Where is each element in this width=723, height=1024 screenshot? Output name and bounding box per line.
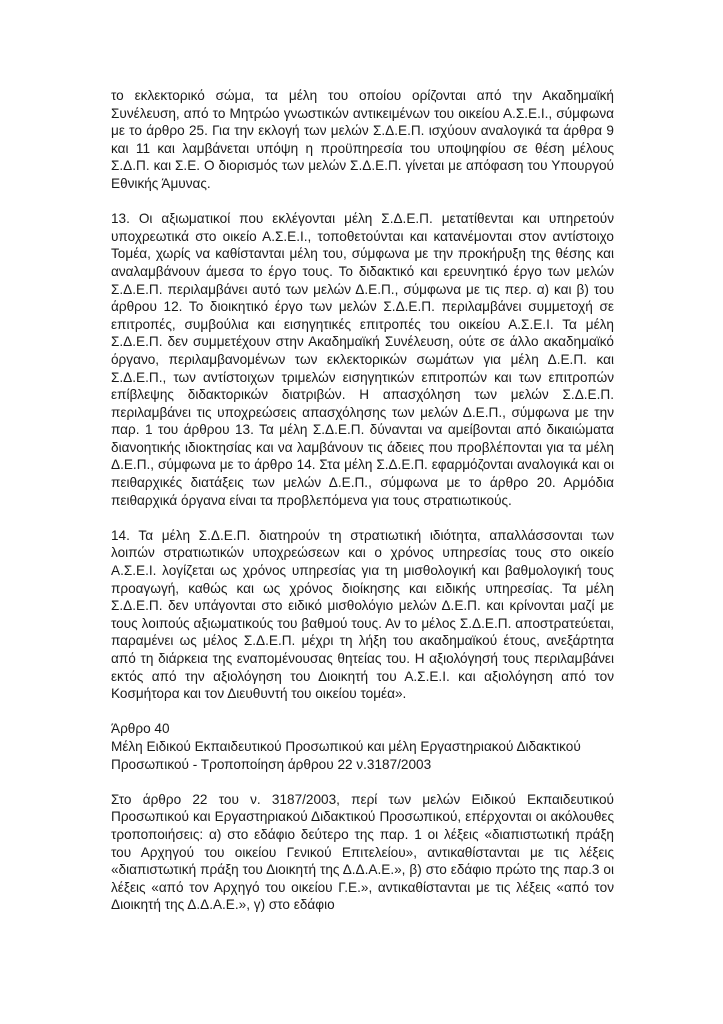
article-title-line-2: Προσωπικού - Τροποποίηση άρθρου 22 ν.3187/2003 (111, 756, 432, 772)
paragraph-14: 14. Τα μέλη Σ.Δ.Ε.Π. διατηρούν τη στρατιωτική ιδιότητα, απαλλάσσονται των λοιπών στρατιωτικών υποχρεώσεων και ο χρόνος υπηρεσίας τους στο οικείο Α.Σ.Ε.Ι. λογίζεται ως χρόνος υπηρεσίας για τη μισθολογική και βαθμολογική τους προαγωγή, καθώς και ως χρόνος διοίκησης και ειδικής υπηρεσίας. Τα μέλη Σ.Δ.Ε.Π. δεν υπάγονται στο ειδικό μισθολόγιο μελών Δ.Ε.Π. και κρίνονται μαζί με τους λοιπούς αξιωματικούς του βαθμού τους. Αν το μέλος Σ.Δ.Ε.Π. αποστρατεύεται, παραμένει ως μέλος Σ.Δ.Ε.Π. μέχρι τη λήξη του ακαδημαϊκού έτους, ανεξάρτητα από τη διάρκεια της εναπομένουσας θητείας του. Η αξιολόγησή τους περιλαμβάνει εκτός από την αξιολόγηση του Διοικητή του Α.Σ.Ε.Ι. και αξιολόγηση από τον Κοσμήτορα και τον Διευθυντή του οικείου τομέα». (111, 527, 614, 702)
article-title-line-1: Μέλη Ειδικού Εκπαιδευτικού Προσωπικού και μέλη Εργαστηριακού Διδακτικού (111, 738, 581, 754)
page-body (111, 87, 614, 914)
paragraph-13: 13. Οι αξιωματικοί που εκλέγονται μέλη Σ.Δ.Ε.Π. μετατίθενται και υπηρετούν υποχρεωτικά στο οικείο Α.Σ.Ε.Ι., τοποθετούνται και κατανέμονται στον αντίστοιχο Τομέα, χωρίς να καθίστανται μέλη του, σύμφωνα με την προκήρυξη της θέσης και αναλαμβάνουν άμεσα το έργο τους. Το διδακτικό και ερευνητικό έργο των μελών Σ.Δ.Ε.Π. περιλαμβάνει αυτό των μελών Δ.Ε.Π., σύμφωνα με τις περ. α) και β) του άρθρου 12. Το διοικητικό έργο των μελών Σ.Δ.Ε.Π. περιλαμβάνει συμμετοχή σε επιτροπές, συμβούλια και εισηγητικές επιτροπές του οικείου Α.Σ.Ε.Ι. Τα μέλη Σ.Δ.Ε.Π. δεν συμμετέχουν στην Ακαδημαϊκή Συνέλευση, ούτε σε άλλο ακαδημαϊκό όργανο, περιλαμβανομένων των εκλεκτορικών σωμάτων για μέλη Δ.Ε.Π. και Σ.Δ.Ε.Π., των αντίστοιχων τριμελών εισηγητικών επιτροπών και των επιτροπών επίβλεψης διδακτορικών διατριβών. Η απασχόληση των μελών Σ.Δ.Ε.Π. περιλαμβάνει τις υποχρεώσεις απασχόλησης των μελών Δ.Ε.Π., σύμφωνα με την παρ. 1 του άρθρου 13. Τα μέλη Σ.Δ.Ε.Π. δύνανται να αμείβονται από δικαιώματα διανοητικής ιδιοκτησίας και να λαμβάνουν τις άδειες που προβλέπονται για τα μέλη Δ.Ε.Π., σύμφωνα με το άρθρο 14. Στα μέλη Σ.Δ.Ε.Π. εφαρμόζονται αναλογικά και οι πειθαρχικές διατάξεις των μελών Δ.Ε.Π., σύμφωνα με το άρθρο 20. Αρμόδια πειθαρχικά όργανα είναι τα προβλεπόμενα για τους στρατιωτικούς. (111, 211, 614, 508)
paragraph-gap (111, 703, 614, 721)
article-number: Άρθρο 40 (111, 721, 170, 737)
paragraph-article-40-body: Στο άρθρο 22 του ν. 3187/2003, περί των μελών Ειδικού Εκπαιδευτικού Προσωπικού και Εργαστηριακού Διδακτικού Προσωπικού, επέρχονται οι ακόλουθες τροποποιήσεις: α) στο εδάφιο δεύτερο της παρ. 1 οι λέξεις «διαπιστωτική πράξη του Αρχηγού του οικείου Γενικού Επιτελείου», αντικαθίστανται με τις λέξεις «διαπιστωτική πράξη του Διοικητή της Δ.Δ.Α.Ε.», β) στο εδάφιο πρώτο της παρ.3 οι λέξεις «από τον Αρχηγό του οικείου Γ.Ε.», αντικαθίστανται με τις λέξεις «από τον Διοικητή της Δ.Δ.Α.Ε.», γ) στο εδάφιο (111, 791, 614, 913)
paragraph-gap (111, 509, 614, 527)
paragraph-gap (111, 193, 614, 211)
paragraph-continuation: το εκλεκτορικό σώμα, τα μέλη του οποίου ορίζονται από την Ακαδημαϊκή Συνέλευση, από το Μητρώο γνωστικών αντικειμένων του οικείου Α.Σ.Ε.Ι., σύμφωνα με το άρθρο 25. Για την εκλογή των μελών Σ.Δ.Ε.Π. ισχύουν αναλογικά τα άρθρα 9 και 11 και λαμβάνεται υπόψη η προϋπηρεσία του υποψηφίου σε θέση μέλους Σ.Δ.Π. και Σ.Ε. Ο διορισμός των μελών Σ.Δ.Ε.Π. γίνεται με απόφαση του Υπουργού Εθνικής Άμυνας. (111, 88, 614, 191)
paragraph-gap (111, 773, 614, 791)
